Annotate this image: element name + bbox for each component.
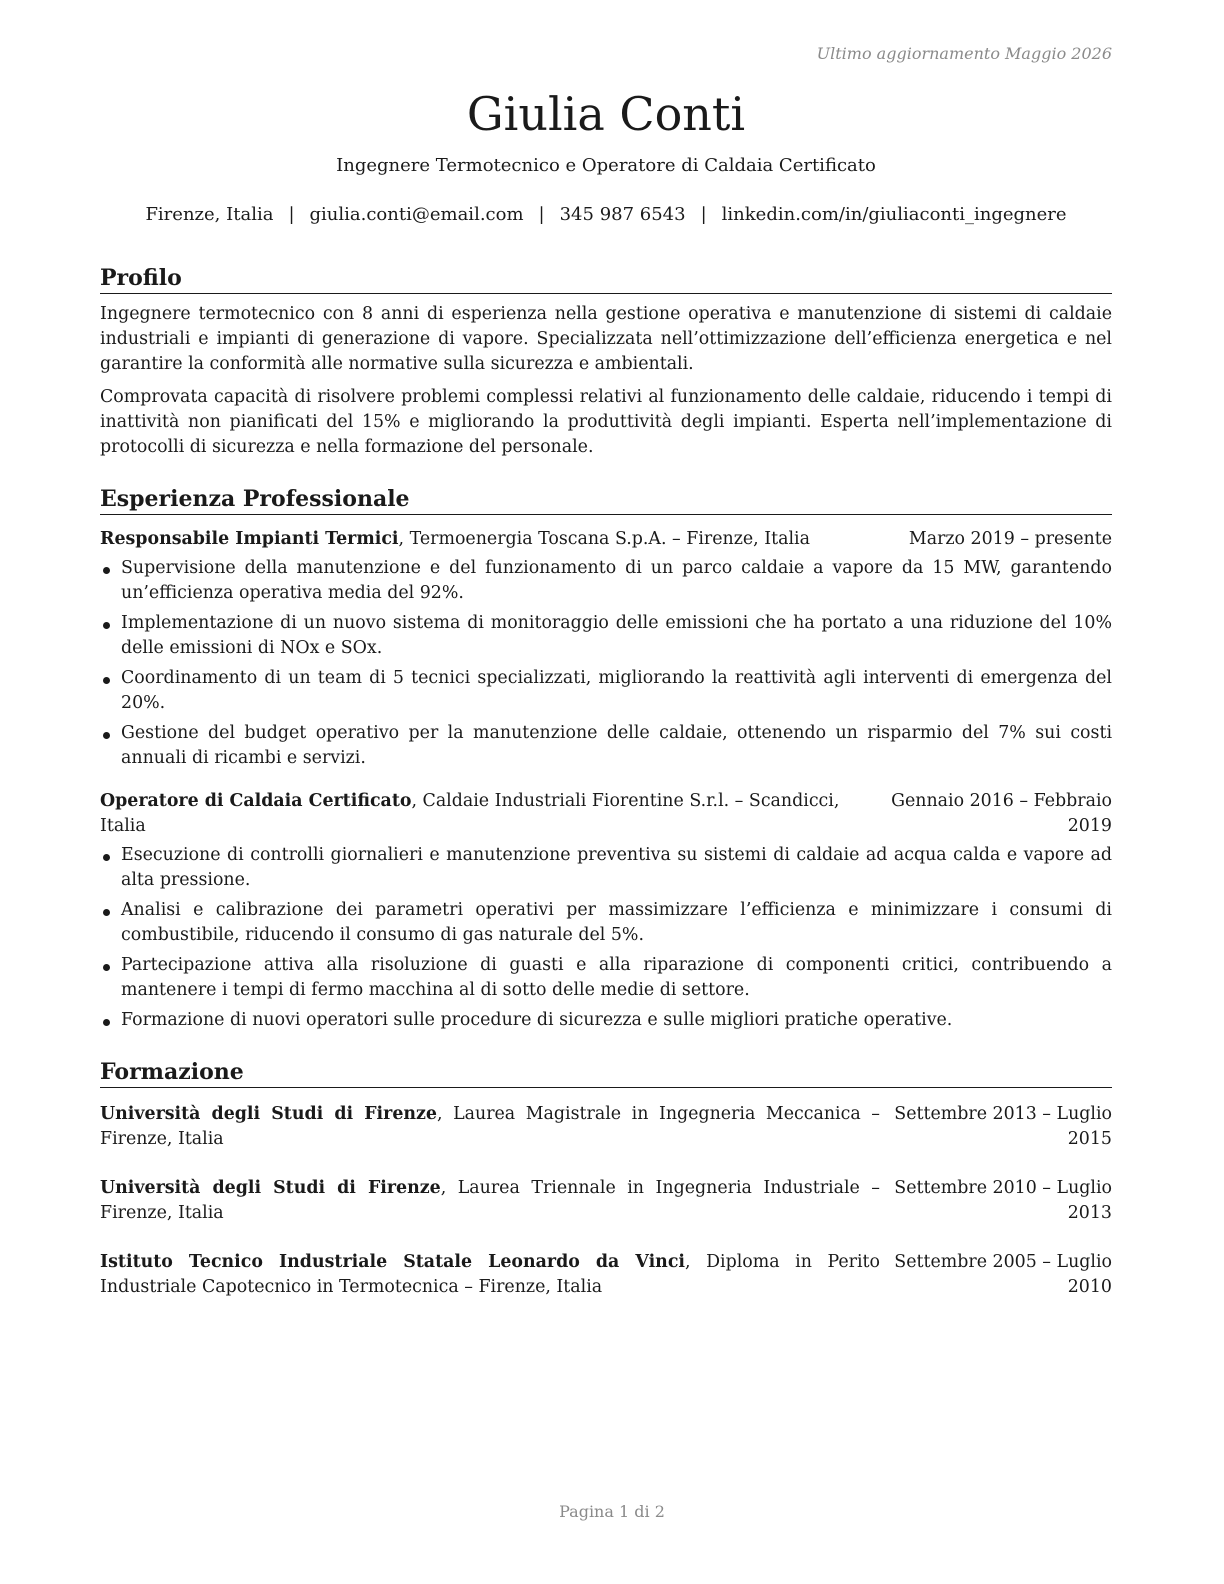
contact-location: Firenze, Italia [145,203,274,225]
profile-paragraph: Comprovata capacità di risolvere problemi complessi relativi al funzionamento delle caldaie, riducendo i tempi di inattività non pianificati del 15% e migliorando la produttività degli impianti. Esperta nell’implementazione di protocolli di sicurezza e nella formazione del personale. [100,386,1112,457]
education-info [100,1176,880,1226]
contact-separator: | [700,203,707,225]
contact-phone[interactable]: 345 987 6543 [559,203,686,225]
bullet-icon [103,964,110,971]
bullet-icon [103,677,110,684]
candidate-name: Giulia Conti [466,87,746,141]
job-company: , Caldaie Industriali Fiorentine S.r.l. – Scandicci, Italia [100,790,840,836]
bullet-icon [103,567,110,574]
education-detail: , Laurea Magistrale in Ingegneria Meccanica – Firenze, Italia [100,1103,880,1149]
bullet-text: Gestione del budget operativo per la manutenzione delle caldaie, ottenendo un risparmio del 7% sui costi annuali di ricambi e servizi. [121,722,1112,768]
job-position [100,527,810,552]
education-dates: Settembre 2005 – Luglio 2010 [894,1251,1112,1297]
list-item [100,1008,1112,1033]
section-title-education: Formazione [100,1059,1112,1088]
bullet-icon [103,732,110,739]
list-item [100,843,1112,893]
education-detail: , Diploma in Perito Industriale Capotecnico in Termotecnica – Firenze, Italia [100,1251,880,1297]
job-company: , Termoenergia Toscana S.p.A. – Firenze, Italia [398,528,810,549]
education-info [100,1250,880,1300]
list-item [100,611,1112,661]
education-info [100,1102,880,1152]
list-item [100,666,1112,716]
job-role: Operatore di Caldaia Certificato [100,790,412,811]
education-entry [100,1250,1112,1300]
education-school: Istituto Tecnico Industriale Statale Leonardo da Vinci [100,1251,686,1272]
contact-email[interactable]: giulia.conti@email.com [309,203,524,225]
last-updated: Ultimo aggiornamento Maggio 2026 [816,44,1112,63]
profile-paragraph: Ingegnere termotecnico con 8 anni di esperienza nella gestione operativa e manutenzione di sistemi di caldaie industriali e impianti di generazione di vapore. Specializzata nell’ottimizzazione dell’efficienza energetica e nel garantire la conformità alle normative sulla sicurezza e ambientali. [100,303,1112,374]
education-entry [100,1102,1112,1152]
bullet-text: Partecipazione attiva alla risoluzione di guasti e alla riparazione di componenti critici, contribuendo a mantenere i tempi di fermo macchina al di sotto delle medie di settore. [121,954,1112,1000]
contact-separator: | [288,203,295,225]
job-bullets [100,843,1112,1033]
section-title-profile: Profilo [100,265,1112,294]
candidate-title: Ingegnere Termotecnico e Operatore di Caldaia Certificato [336,154,876,176]
bullet-text: Esecuzione di controlli giornalieri e manutenzione preventiva su sistemi di caldaie ad acqua calda e vapore ad alta pressione. [121,844,1112,890]
contact-line [100,204,1112,225]
bullet-text: Analisi e calibrazione dei parametri operativi per massimizzare l’efficienza e minimizzare i consumi di combustibile, riducendo il consumo di gas naturale del 5%. [121,899,1112,945]
bullet-text: Implementazione di un nuovo sistema di monitoraggio delle emissioni che ha portato a una riduzione del 10% delle emissioni di NOx e SOx. [121,612,1112,658]
contact-linkedin[interactable]: linkedin.com/in/giuliaconti_ingegnere [721,203,1067,225]
bullet-text: Formazione di nuovi operatori sulle procedure di sicurezza e sulle migliori pratiche operative. [121,1009,953,1030]
education-dates: Settembre 2013 – Luglio 2015 [894,1103,1112,1149]
education-dates: Settembre 2010 – Luglio 2013 [894,1177,1112,1223]
list-item [100,721,1112,771]
bullet-icon [103,854,110,861]
list-item [100,953,1112,1003]
job-dates: Marzo 2019 – presente [908,528,1112,549]
list-item [100,556,1112,606]
contact-separator: | [538,203,545,225]
job-position [100,789,876,839]
education-school: Università degli Studi di Firenze [100,1103,437,1124]
job-entry [100,527,1112,771]
bullet-text: Supervisione della manutenzione e del funzionamento di un parco caldaie a vapore da 15 MW, garantendo un’efficienza operativa media del 92%. [121,557,1112,603]
education-detail: , Laurea Triennale in Ingegneria Industriale – Firenze, Italia [100,1177,880,1223]
bullet-icon [103,622,110,629]
page-number: Pagina 1 di 2 [559,1502,665,1521]
job-header [100,789,1112,839]
job-entry [100,789,1112,1033]
education-school: Università degli Studi di Firenze [100,1177,441,1198]
job-bullets [100,556,1112,771]
resume-page [100,0,1112,1300]
section-title-experience: Esperienza Professionale [100,486,1112,515]
job-dates: Gennaio 2016 – Febbraio 2019 [891,790,1112,836]
job-role: Responsabile Impianti Termici [100,528,399,549]
bullet-icon [103,1019,110,1026]
bullet-text: Coordinamento di un team di 5 tecnici specializzati, migliorando la reattività agli interventi di emergenza del 20%. [121,667,1112,713]
list-item [100,898,1112,948]
job-header [100,527,1112,552]
bullet-icon [103,909,110,916]
education-entry [100,1176,1112,1226]
